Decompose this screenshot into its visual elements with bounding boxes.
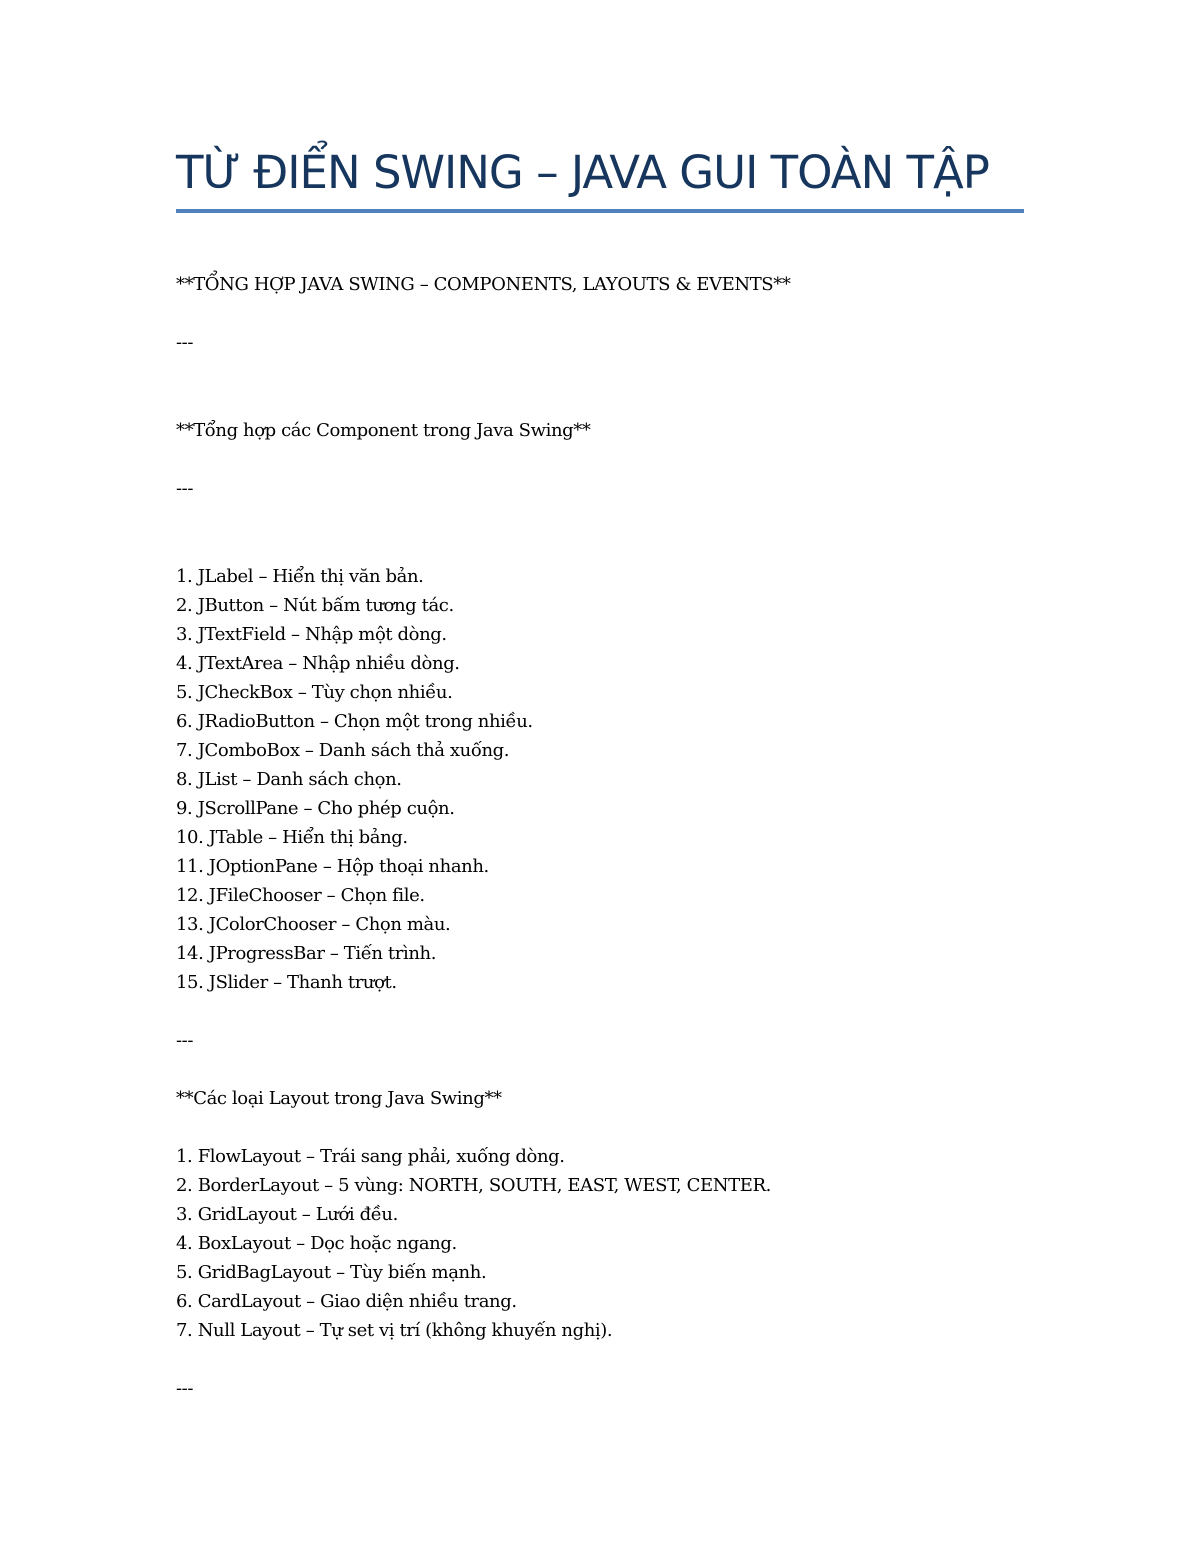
separator: --- (176, 332, 194, 353)
list-item: 4. JTextArea – Nhập nhiều dòng. (176, 653, 460, 674)
list-item: 6. JRadioButton – Chọn một trong nhiều. (176, 711, 533, 732)
layouts-heading: **Các loại Layout trong Java Swing** (176, 1088, 502, 1109)
list-item: 13. JColorChooser – Chọn màu. (176, 914, 451, 935)
components-heading: **Tổng hợp các Component trong Java Swing** (176, 420, 591, 441)
separator: --- (176, 1030, 194, 1051)
list-item: 7. JComboBox – Danh sách thả xuống. (176, 740, 510, 761)
separator: --- (176, 478, 194, 499)
separator: --- (176, 1378, 194, 1399)
list-item: 1. FlowLayout – Trái sang phải, xuống dòng. (176, 1146, 565, 1167)
list-item: 3. JTextField – Nhập một dòng. (176, 624, 447, 645)
list-item: 4. BoxLayout – Dọc hoặc ngang. (176, 1233, 457, 1254)
list-item: 14. JProgressBar – Tiến trình. (176, 943, 437, 964)
list-item: 2. JButton – Nút bấm tương tác. (176, 595, 454, 616)
list-item: 12. JFileChooser – Chọn file. (176, 885, 425, 906)
list-item: 15. JSlider – Thanh trượt. (176, 972, 397, 993)
list-item: 3. GridLayout – Lưới đều. (176, 1204, 398, 1225)
list-item: 11. JOptionPane – Hộp thoại nhanh. (176, 856, 489, 877)
list-item: 10. JTable – Hiển thị bảng. (176, 827, 408, 848)
list-item: 9. JScrollPane – Cho phép cuộn. (176, 798, 455, 819)
list-item: 7. Null Layout – Tự set vị trí (không khuyến nghị). (176, 1320, 613, 1341)
list-item: 5. GridBagLayout – Tùy biến mạnh. (176, 1262, 487, 1283)
list-item: 2. BorderLayout – 5 vùng: NORTH, SOUTH, EAST, WEST, CENTER. (176, 1175, 771, 1196)
list-item: 6. CardLayout – Giao diện nhiều trang. (176, 1291, 517, 1312)
list-item: 8. JList – Danh sách chọn. (176, 769, 402, 790)
layouts-list (176, 1142, 771, 1345)
list-item: 1. JLabel – Hiển thị văn bản. (176, 566, 424, 587)
components-list (176, 562, 533, 997)
title-underline (176, 209, 1024, 213)
document-subtitle: **TỔNG HỢP JAVA SWING – COMPONENTS, LAYOUTS & EVENTS** (176, 274, 791, 295)
document-title: TỪ ĐIỂN SWING – JAVA GUI TOÀN TẬP (176, 146, 989, 199)
list-item: 5. JCheckBox – Tùy chọn nhiều. (176, 682, 453, 703)
